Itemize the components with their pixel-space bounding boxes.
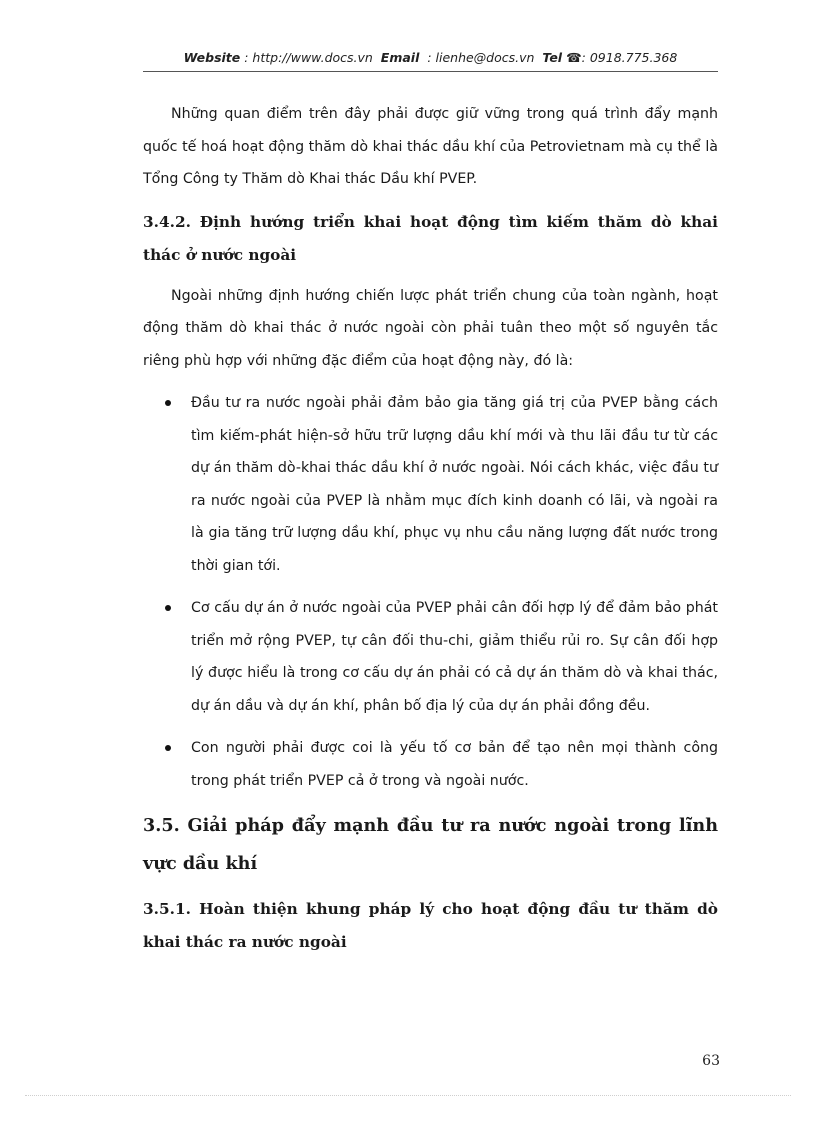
heading-3-5: 3.5. Giải pháp đẩy mạnh đầu tư ra nước ngoài trong lĩnh vực dầu khí [143,815,718,874]
paragraph-principles: Ngoài những định hướng chiến lược phát triển chung của toàn ngành, hoạt động thăm dò khai thác ở nước ngoài còn phải tuân theo một số nguyên tắc riêng phù hợp với những đặc điểm của hoạt động này, đó là: [143,287,718,369]
footer-divider [25,1095,791,1096]
list-item-text: Con người phải được coi là yếu tố cơ bản để tạo nên mọi thành công trong phát triển PVEP cả ở trong và ngoài nước. [191,740,718,789]
tel-label: Tel [542,50,563,65]
page-header [143,50,718,65]
list-item-text: Cơ cấu dự án ở nước ngoài của PVEP phải cân đối hợp lý để đảm bảo phát triển mở rộng PVEP, tự cân đối thu-chi, giảm thiểu rủi ro. Sự cân đối hợp lý được hiểu là trong cơ cấu dự án phải có cả dự án thăm dò và khai thác, dự án dầu và dự án khí, phân bố địa lý của dự án phải đồng đều. [191,600,718,714]
page-number: 63 [702,1053,720,1069]
page-content [143,98,718,967]
list-item [143,387,718,582]
heading-3-4-2: 3.4.2. Định hướng triển khai hoạt động tìm kiếm thăm dò khai thác ở nước ngoài [143,212,718,264]
heading-3-5-1: 3.5.1. Hoàn thiện khung pháp lý cho hoạt động đầu tư thăm dò khai thác ra nước ngoài [143,900,718,951]
tel-value: : 0918.775.368 [581,50,678,65]
list-item [143,592,718,722]
website-value: : http://www.docs.vn [244,50,373,65]
bullet-icon [165,745,171,751]
header-divider [143,71,718,72]
email-value: : lienhe@docs.vn [427,50,535,65]
phone-icon: ☎ [566,50,582,65]
bullet-icon [165,605,171,611]
website-label: Website [183,50,241,65]
email-label: Email [380,50,420,65]
list-item [143,732,718,797]
paragraph-intro: Những quan điểm trên đây phải được giữ vững trong quá trình đẩy mạnh quốc tế hoá hoạt động thăm dò khai thác dầu khí của Petrovietnam mà cụ thể là Tổng Công ty Thăm dò Khai thác Dầu khí PVEP. [143,106,718,187]
principles-list [143,387,718,797]
bullet-icon [165,400,171,406]
list-item-text: Đầu tư ra nước ngoài phải đảm bảo gia tăng giá trị của PVEP bằng cách tìm kiếm-phát hiện-sở hữu trữ lượng dầu khí mới và thu lãi đầu tư từ các dự án thăm dò-khai thác dầu khí ở nước ngoài. Nói cách khác, việc đầu tư ra nước ngoài của PVEP là nhằm mục đích kinh doanh có lãi, và ngoài ra là gia tăng trữ lượng dầu khí, phục vụ nhu cầu năng lượng đất nước trong thời gian tới. [191,395,718,574]
